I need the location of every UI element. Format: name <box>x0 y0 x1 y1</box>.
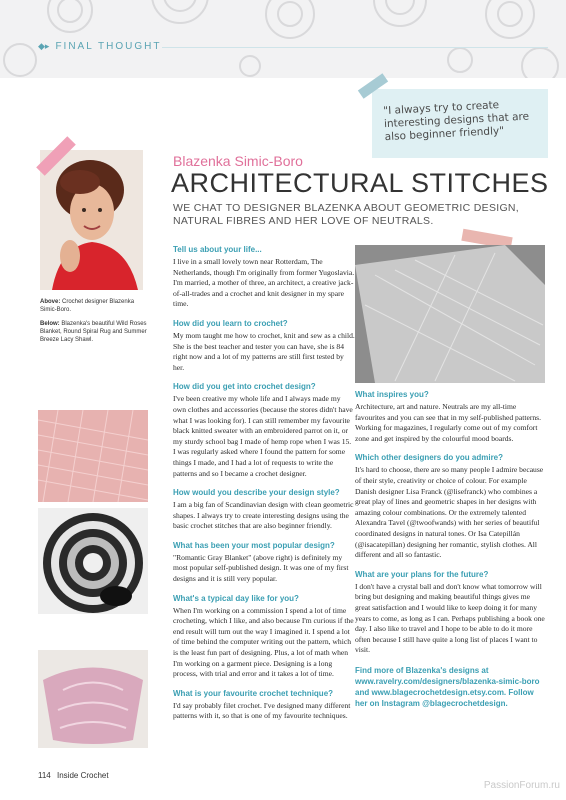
question: What's a typical day like for you? <box>173 593 299 603</box>
section-label <box>38 41 161 52</box>
answer: I am a big fan of Scandinavian design with clean geometric shapes. I always try to create interesting designs using the basic crochet stitches that are also beginner friendly. <box>173 500 354 531</box>
header-band <box>0 0 566 78</box>
article-title: ARCHITECTURAL STITCHES <box>171 168 549 198</box>
wild-roses-blanket-photo <box>38 410 148 502</box>
magazine-name: Inside Crochet <box>57 771 109 780</box>
answer: My mom taught me how to crochet, knit and sew as a child. She is the best teacher and tester you can have, she is 84 right now and a lot of my patterns are still first tested by her. <box>173 330 355 372</box>
double-arrow-icon: ◆▸ <box>38 41 50 51</box>
page-footer <box>38 771 109 780</box>
answer: I'd say probably filet crochet. I've designed many different patterns with it, so that is one of my favourite techniques. <box>173 700 351 721</box>
watermark: PassionForum.ru <box>483 780 560 791</box>
answer: It's hard to choose, there are so many people I admire because of their style, creativity or choice of colour. For example Danish designer Lisa Franck (@lisefranck) who combines a great play of lines and geometric shapes in her designs with amazing colour combinations. Or the extremely talented Alexandra Tavel (@twoofwands) with her series of beautiful coordinated designs in natural tones. Or Isa Catepillán (@isacatepillan) designing her romantic, stylish clothes. All different and all so fantastic. <box>355 465 544 560</box>
qa-block <box>173 382 355 479</box>
designer-name: Blazenka Simic-Boro <box>173 153 303 169</box>
qa-block <box>355 390 545 444</box>
question: How did you learn to crochet? <box>173 318 288 328</box>
answer: "Romantic Gray Blanket" (above right) is definitely my most popular self-published design. It was one of my first designs and it is still very popular. <box>173 552 349 584</box>
question: What has been your most popular design? <box>173 540 335 550</box>
question: What inspires you? <box>355 390 429 399</box>
qa-block <box>173 319 355 373</box>
portrait-illustration <box>40 150 143 290</box>
question: How would you describe your design style? <box>173 488 340 498</box>
qa-block <box>355 570 545 656</box>
pull-quote: "I always try to create interesting designs that are also beginner friendly" <box>383 99 530 144</box>
question: How did you get into crochet design? <box>173 382 316 392</box>
caption-below-text: Blazenka's beautiful Wild Roses Blanket, Round Spiral Rug and Summer Breeze Lacy Shawl. <box>40 321 147 343</box>
caption-below <box>40 320 148 344</box>
answer: I've been creative my whole life and I always made my own clothes and accessories (because the stores didn't have what I was looking for). I can still remember my favourite black knitted sweater with an embroidered parrot on it, or my sturdy school bag I made of hemp rope when I was 15. I was regularly asked where I found the pattern for some things I made, and I had a lot of requests to write the patterns and so I became a crochet designer. <box>173 394 353 478</box>
caption-below-label: Below: <box>40 321 60 327</box>
question: Tell us about your life... <box>173 245 262 254</box>
qa-block <box>173 488 355 532</box>
romantic-gray-blanket-photo <box>355 245 545 383</box>
qa-block <box>173 689 355 722</box>
designer-portrait <box>40 150 143 290</box>
qa-block <box>173 541 355 585</box>
answer: When I'm working on a commission I spend a lot of time crocheting, which I like, and also because I'm curious if the end result will turn out the way I imagined it. I spend a lot of time behind the computer writing out the pattern, which is the least fun part of designing. Plus, a lot of math when I'm working on a garment piece. Designing is a long process, with trial and error and it takes a lot of time. <box>173 605 354 679</box>
question: Which other designers do you admire? <box>355 453 504 463</box>
qa-column-right <box>355 390 545 712</box>
question: What are your plans for the future? <box>355 569 489 579</box>
answer: I don't have a crystal ball and don't know what tomorrow will bring but designing and making beautiful things gives me great satisfaction and I would like to keep doing it for many years to come, as long as I can. Perhaps publishing a book one day. I also like to travel and I hope to be able to do it more often because I still have quite a long list of places I want to visit. <box>355 581 545 655</box>
qa-column-left <box>173 245 355 731</box>
caption-above-text: Crochet designer Blazenka Simic-Boro. <box>40 299 135 313</box>
summer-breeze-shawl-photo <box>38 650 148 748</box>
article-standfirst: WE CHAT TO DESIGNER BLAZENKA ABOUT GEOMETRIC DESIGN, NATURAL FIBRES AND HER LOVE OF NEUTRALS. <box>173 202 520 227</box>
round-spiral-rug-photo <box>38 508 148 614</box>
caption-above-label: Above: <box>40 299 61 305</box>
find-more-links[interactable]: Find more of Blazenka's designs at www.ravelry.com/designers/blazenka-simic-boro and www.blagecrochetdesign.etsy.com. Follow her on Instagram @blagecrochetdesign. <box>355 665 540 708</box>
section-label-text: FINAL THOUGHT <box>55 41 162 52</box>
question: What is your favourite crochet technique? <box>173 688 334 698</box>
caption-above <box>40 298 145 314</box>
qa-block <box>355 453 545 560</box>
header-rule <box>162 47 548 48</box>
answer: Architecture, art and nature. Neutrals are my all-time favourites and you can see that in my self-published patterns. Working for magazines, I regularly come out of my comfort zone and get inspired by the colourful mood boards. <box>355 402 541 443</box>
page-number: 114 <box>38 771 51 780</box>
lace-pattern-decoration <box>0 0 566 78</box>
answer: I live in a small lovely town near Rotterdam, The Netherlands, though I'm originally from former Yugoslavia. I'm married, a mother of three, an architect, a creative jack-of-all-trades and a crochet and knit designer in my spare time. <box>173 257 355 309</box>
qa-block <box>173 594 355 680</box>
qa-block <box>173 245 355 310</box>
